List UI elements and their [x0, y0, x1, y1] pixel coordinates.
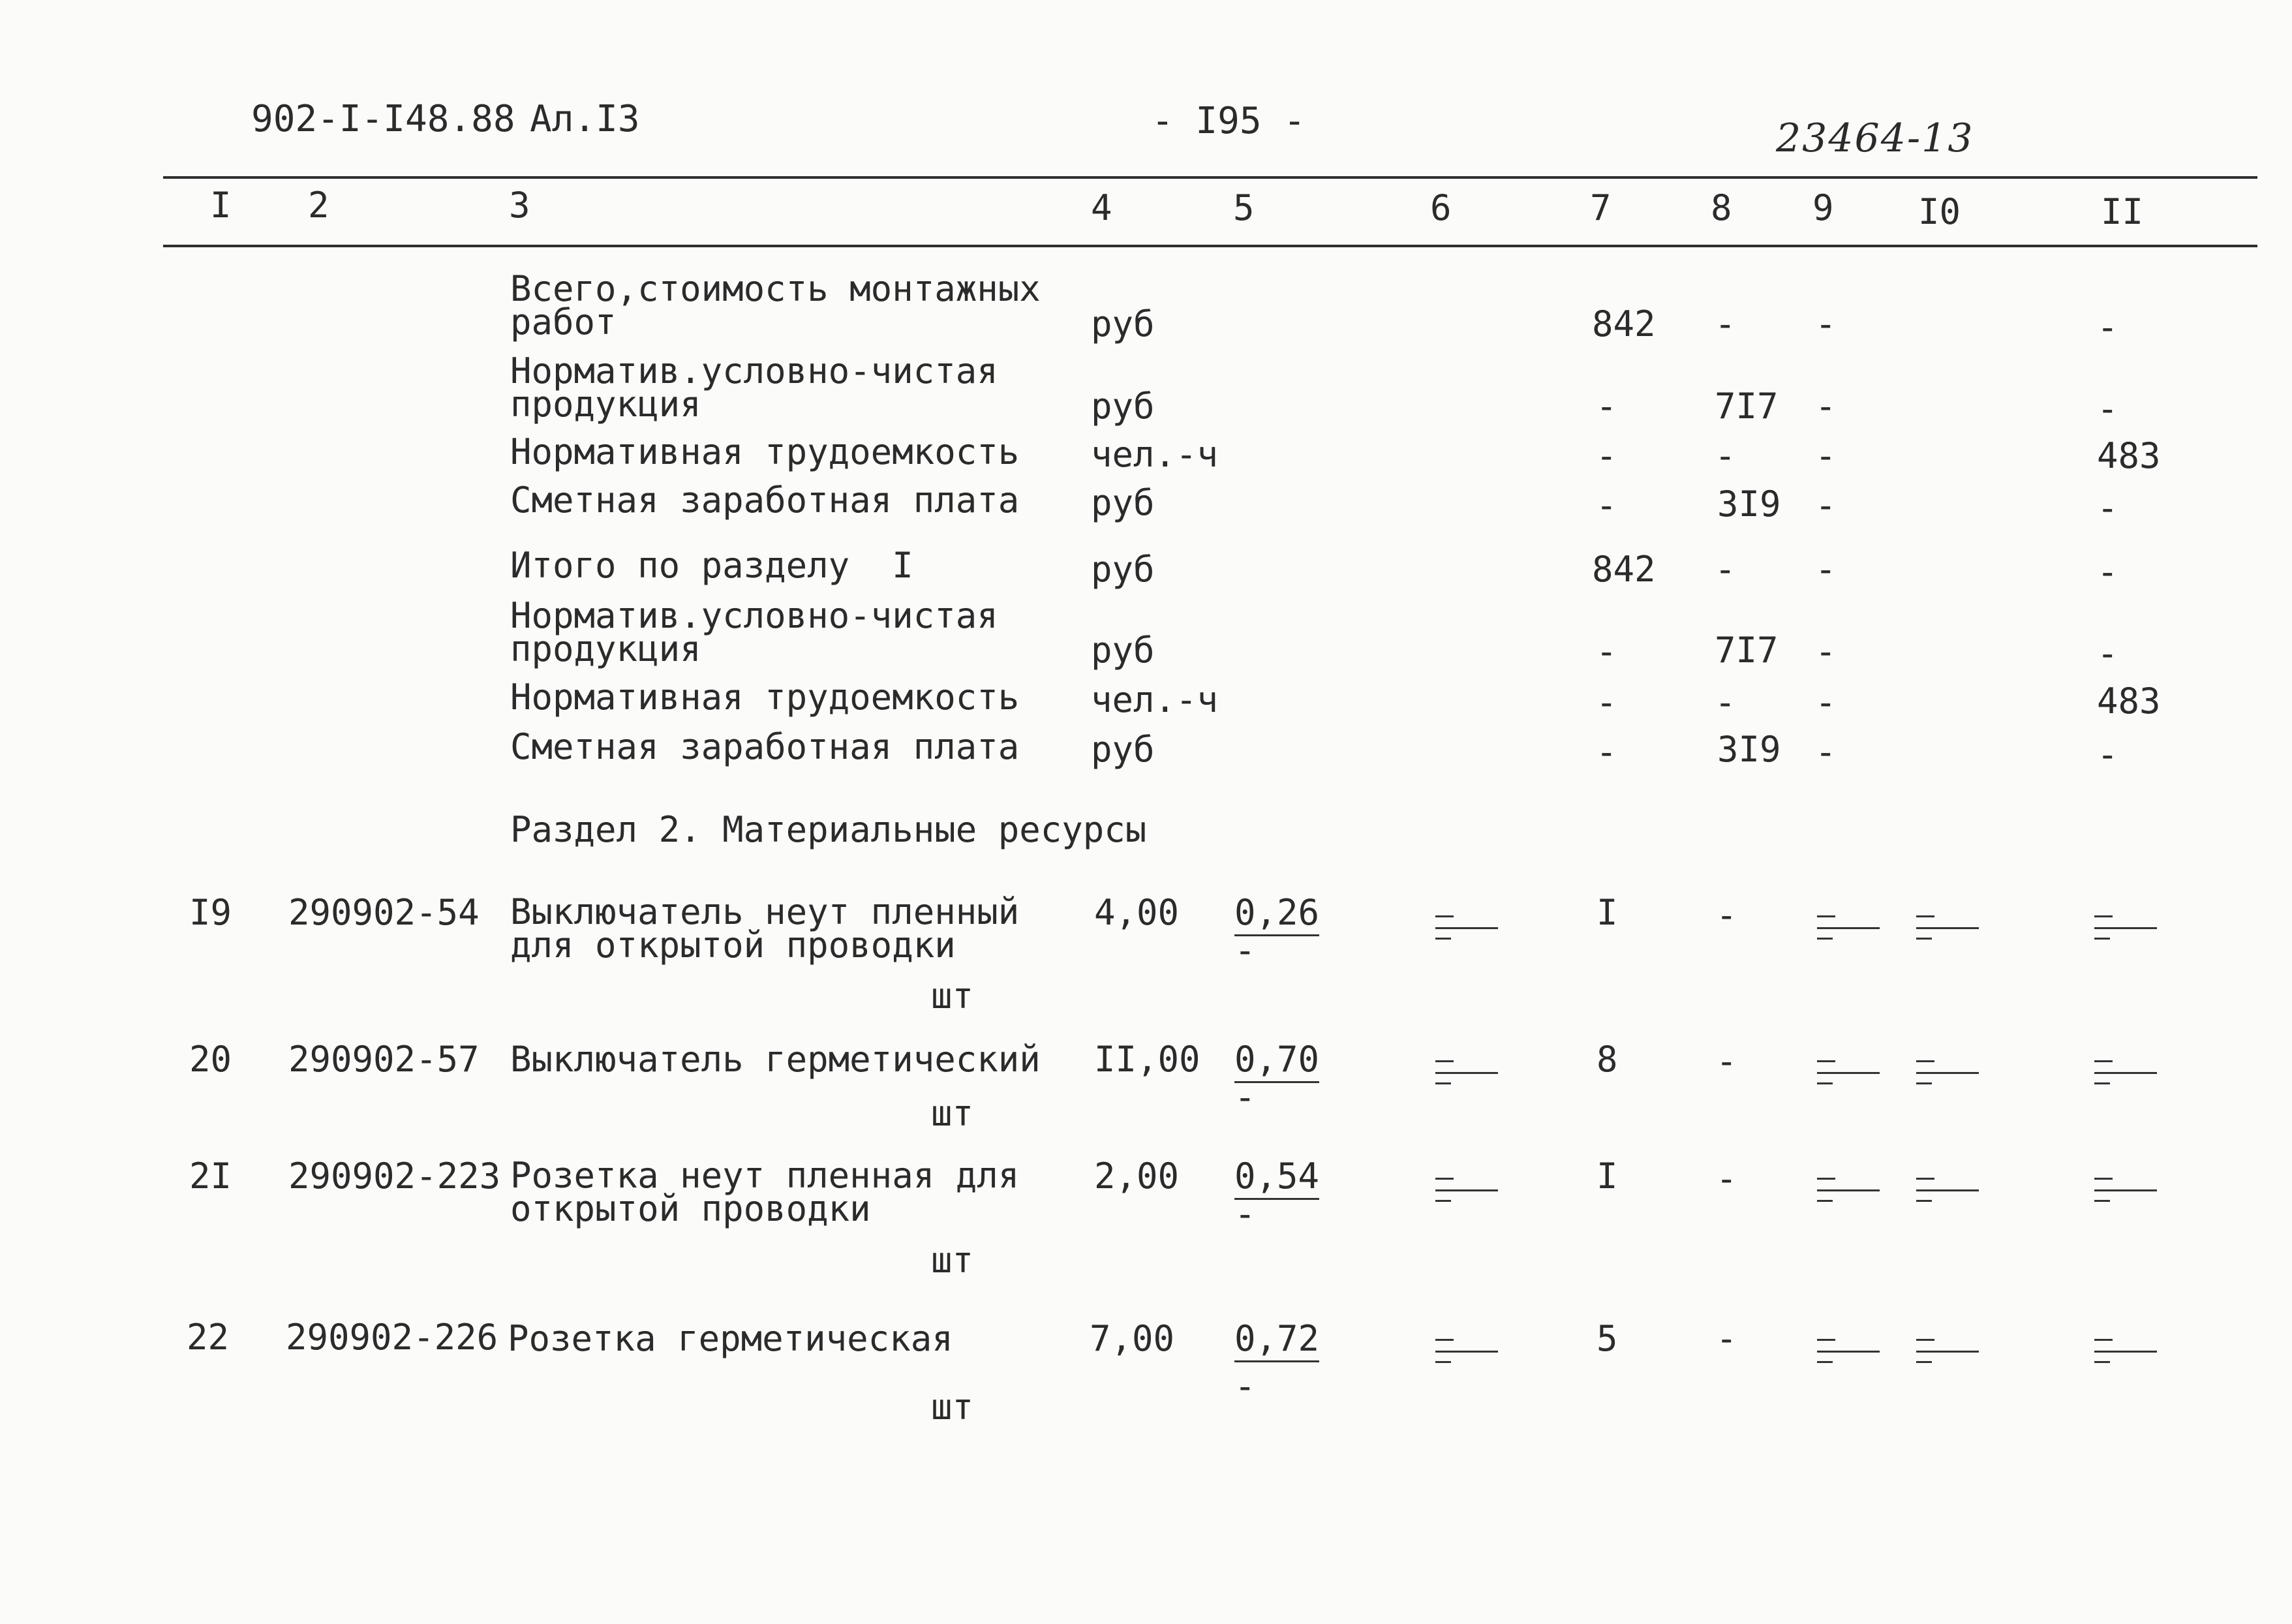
conditional-net-product-col7: - — [1596, 386, 1617, 427]
section-1-labor-label: Нормативная трудоемкость — [510, 677, 1020, 718]
row-21-price-sub: - — [1234, 1193, 1256, 1234]
estimated-wage-unit: руб — [1091, 482, 1155, 523]
estimated-wage-col9: - — [1815, 485, 1837, 526]
column-header-4: 4 — [1091, 187, 1112, 228]
total-mounting-col11: - — [2097, 307, 2118, 348]
total-mounting-col7: 842 — [1592, 303, 1656, 345]
section-1-total-col8: - — [1715, 549, 1736, 590]
column-header-3: 3 — [509, 185, 530, 226]
section-1-labor-col8: - — [1715, 682, 1736, 723]
row-22-unit: шт — [931, 1387, 974, 1428]
row-22-price: 0,72 — [1234, 1321, 1319, 1362]
section-1-wage-col7: - — [1596, 731, 1617, 773]
row-19-price: 0,26 — [1234, 895, 1319, 936]
inventory-number: 23464-13 — [1776, 115, 1974, 161]
row-20-number: 20 — [189, 1039, 232, 1080]
labor-intensity-col8: - — [1715, 435, 1736, 476]
row-22-col9-dashes — [1817, 1339, 1880, 1369]
section-1-net-product-col9: - — [1815, 631, 1837, 672]
row-20-col11-dashes — [2094, 1060, 2157, 1090]
labor-intensity-col7: - — [1596, 435, 1617, 476]
total-mounting-col9: - — [1815, 303, 1837, 345]
section-1-labor-col7: - — [1596, 682, 1617, 723]
total-mounting-col8: - — [1715, 303, 1736, 345]
labor-intensity-unit: чел.-ч — [1091, 434, 1219, 475]
row-22-col6-dashes — [1435, 1339, 1498, 1369]
section-1-wage-label: Сметная заработная плата — [510, 726, 1020, 767]
row-21-name: Розетка неут пленная для открытой проводки — [510, 1155, 1020, 1230]
document-code: 902-I-I48.88 — [251, 98, 515, 140]
column-header-2: 2 — [308, 185, 329, 226]
row-19-col8: - — [1716, 895, 1737, 936]
row-21-col9-dashes — [1817, 1178, 1880, 1208]
section-1-net-product-col8: 7I7 — [1715, 630, 1779, 671]
section-1-wage-col8: 3I9 — [1717, 729, 1781, 770]
section-1-net-product-col7: - — [1596, 631, 1617, 672]
row-21-col8: - — [1716, 1158, 1737, 1199]
conditional-net-product-label: Норматив.условно-чистая продукция — [510, 350, 998, 425]
column-header-6: 6 — [1430, 187, 1452, 228]
section-1-total-col11: - — [2097, 551, 2118, 592]
row-21-unit: шт — [931, 1240, 974, 1281]
section-1-wage-col11: - — [2097, 734, 2118, 775]
column-header-5: 5 — [1233, 187, 1255, 228]
section-2-title: Раздел 2. Материальные ресурсы — [510, 809, 1147, 850]
sheet-label: Ал.I3 — [530, 98, 640, 140]
row-21-col10-dashes — [1916, 1178, 1979, 1208]
row-19-col7: I — [1597, 892, 1618, 933]
header-top-rule — [163, 176, 2257, 179]
column-header-8: 8 — [1711, 187, 1732, 228]
section-1-labor-col9: - — [1815, 682, 1837, 723]
estimated-wage-label: Сметная заработная плата — [510, 480, 1020, 521]
row-22-name: Розетка герметическая — [508, 1318, 953, 1359]
row-20-price-sub: - — [1234, 1077, 1256, 1118]
row-22-price-sub: - — [1234, 1366, 1256, 1407]
labor-intensity-label: Нормативная трудоемкость — [510, 431, 1020, 472]
page-number: - I95 - — [1152, 100, 1306, 142]
row-20-unit: шт — [931, 1093, 974, 1134]
section-1-wage-col9: - — [1815, 731, 1837, 773]
row-19-col11-dashes — [2094, 915, 2157, 945]
row-22-col7: 5 — [1597, 1318, 1618, 1359]
row-20-price: 0,70 — [1234, 1042, 1319, 1083]
section-1-wage-unit: руб — [1091, 729, 1155, 770]
row-19-number: I9 — [189, 892, 232, 933]
section-1-labor-unit: чел.-ч — [1091, 679, 1219, 720]
row-20-name: Выключатель герметический — [510, 1039, 1041, 1080]
row-19-unit: шт — [931, 975, 974, 1017]
section-1-net-product-col11: - — [2097, 633, 2118, 674]
labor-intensity-col11: 483 — [2097, 435, 2161, 476]
column-header-10: I0 — [1918, 191, 1961, 232]
column-header-9: 9 — [1812, 187, 1834, 228]
row-20-col9-dashes — [1817, 1060, 1880, 1090]
section-1-total-unit: руб — [1091, 549, 1155, 590]
row-20-col7: 8 — [1597, 1039, 1618, 1080]
row-19-col6-dashes — [1435, 915, 1498, 945]
section-1-total-label: Итого по разделу I — [510, 545, 913, 586]
row-20-quantity: II,00 — [1094, 1039, 1200, 1080]
row-22-col11-dashes — [2094, 1339, 2157, 1369]
conditional-net-product-col11: - — [2097, 388, 2118, 429]
row-19-col10-dashes — [1916, 915, 1979, 945]
section-1-total-col7: 842 — [1592, 549, 1656, 590]
row-21-code: 290902-223 — [288, 1156, 501, 1197]
row-19-name: Выключатель неут пленный для открытой проводки — [510, 891, 1020, 966]
row-22-col10-dashes — [1916, 1339, 1979, 1369]
section-1-net-product-label: Норматив.условно-чистая продукция — [510, 595, 998, 670]
column-header-7: 7 — [1590, 187, 1612, 228]
estimated-wage-col7: - — [1596, 485, 1617, 526]
conditional-net-product-unit: руб — [1091, 386, 1155, 427]
row-21-col7: I — [1597, 1156, 1618, 1197]
total-mounting-label: Всего,стоимость монтажных работ — [510, 268, 1041, 343]
row-22-quantity: 7,00 — [1090, 1318, 1175, 1359]
row-22-number: 22 — [187, 1317, 230, 1358]
conditional-net-product-col8: 7I7 — [1715, 386, 1779, 427]
row-20-col6-dashes — [1435, 1060, 1498, 1090]
column-header-1: I — [210, 185, 232, 226]
row-22-col8: - — [1716, 1318, 1737, 1359]
row-21-price: 0,54 — [1234, 1159, 1319, 1200]
header-bottom-rule — [163, 245, 2257, 247]
section-1-net-product-unit: руб — [1091, 630, 1155, 671]
row-19-quantity: 4,00 — [1094, 892, 1180, 933]
row-19-price-sub: - — [1234, 930, 1256, 971]
row-21-col11-dashes — [2094, 1178, 2157, 1208]
row-21-quantity: 2,00 — [1094, 1156, 1180, 1197]
row-22-code: 290902-226 — [286, 1317, 498, 1358]
section-1-total-col9: - — [1815, 549, 1837, 590]
estimated-wage-col11: - — [2097, 487, 2118, 529]
row-19-code: 290902-54 — [288, 892, 480, 933]
row-20-code: 290902-57 — [288, 1039, 480, 1080]
section-1-labor-col11: 483 — [2097, 681, 2161, 722]
row-21-col6-dashes — [1435, 1178, 1498, 1208]
column-header-11: II — [2101, 191, 2144, 232]
estimated-wage-col8: 3I9 — [1717, 483, 1781, 525]
conditional-net-product-col9: - — [1815, 386, 1837, 427]
row-20-col10-dashes — [1916, 1060, 1979, 1090]
row-19-col9-dashes — [1817, 915, 1880, 945]
total-mounting-unit: руб — [1091, 303, 1155, 345]
row-21-number: 2I — [189, 1156, 232, 1197]
row-20-col8: - — [1716, 1041, 1737, 1082]
labor-intensity-col9: - — [1815, 435, 1837, 476]
